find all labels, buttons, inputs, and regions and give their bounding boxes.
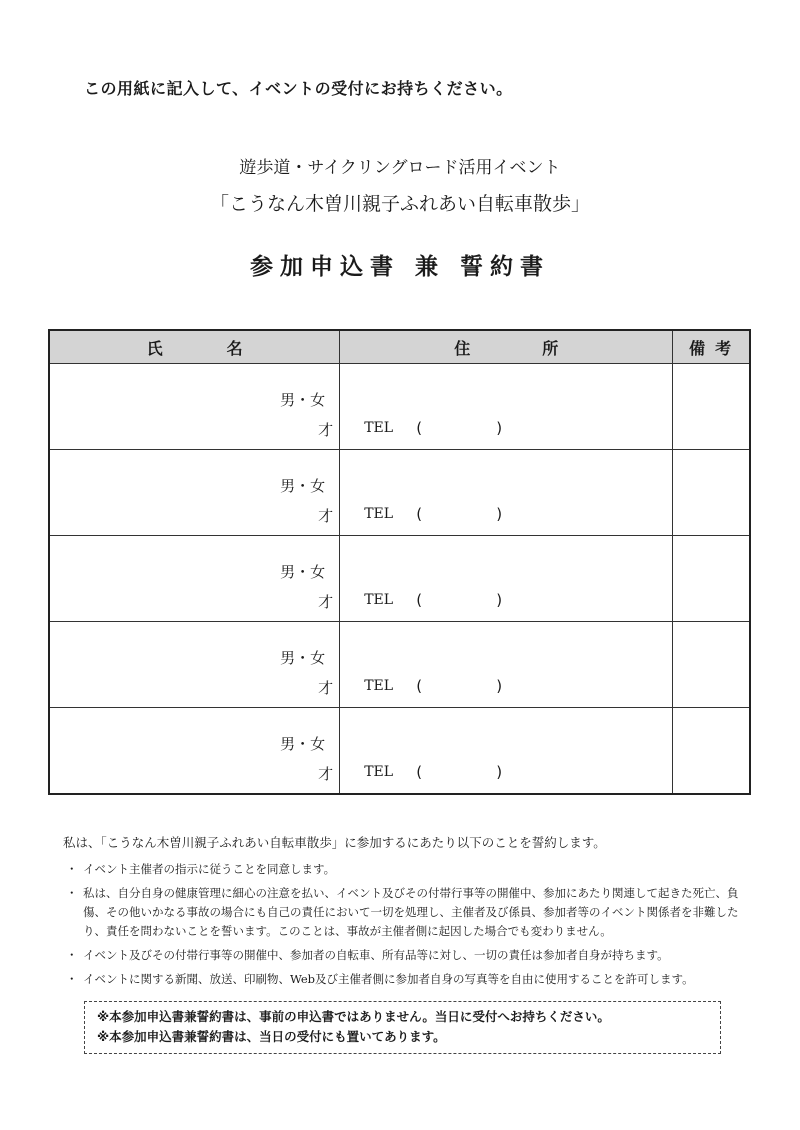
notes-field[interactable] xyxy=(673,622,750,708)
pledge-term: ・ 私は、自分自身の健康管理に細心の注意を払い、イベント及びその付帯行事等の開催中、参加にあたり関連して起きた死亡、負傷、その他いかなる事故の場合にも自己の責任において一切を処理し、主催者及び係員、参加者等のイベント関係者を非難したり、責任を問わないことを誓います。このことは、事故が主催者側に起因した場合でも変わりません。 xyxy=(66,884,756,941)
notes-column-header: 備考 xyxy=(673,330,750,364)
tel-paren-close: ) xyxy=(496,505,503,523)
tel-paren-open: ( xyxy=(416,419,423,437)
gender-option[interactable]: 男・女 xyxy=(280,563,326,581)
application-table xyxy=(48,329,751,795)
address-field[interactable] xyxy=(340,622,673,708)
address-column-header: 住所 xyxy=(340,330,673,364)
form-title: 参加申込書 兼 誓約書 xyxy=(249,254,550,280)
pledge-term: ・ イベントに関する新聞、放送、印刷物、Web及び主催者側に参加者自身の写真等を自由に使用することを許可します。 xyxy=(66,970,756,989)
tel-label: TEL xyxy=(364,592,394,608)
tel-paren-open: ( xyxy=(416,677,423,695)
pledge-terms-list xyxy=(66,860,756,994)
table-row xyxy=(49,450,750,536)
address-field[interactable] xyxy=(340,536,673,622)
name-column-header: 氏名 xyxy=(49,330,340,364)
tel-paren-close: ) xyxy=(496,419,503,437)
name-field[interactable] xyxy=(49,536,340,622)
tel-paren-open: ( xyxy=(416,591,423,609)
age-suffix: 才 xyxy=(318,765,334,783)
tel-paren-close: ) xyxy=(496,591,503,609)
tel-label: TEL xyxy=(364,506,394,522)
notes-field[interactable] xyxy=(673,450,750,536)
pledge-term: ・ イベント主催者の指示に従うことを同意します。 xyxy=(66,860,756,879)
table-row xyxy=(49,622,750,708)
gender-option[interactable]: 男・女 xyxy=(280,735,326,753)
gender-option[interactable]: 男・女 xyxy=(280,477,326,495)
name-field[interactable] xyxy=(49,708,340,795)
tel-paren-close: ) xyxy=(496,677,503,695)
name-field[interactable] xyxy=(49,364,340,450)
instruction-notice: この用紙に記入して、イベントの受付にお持ちください。 xyxy=(84,79,513,98)
tel-label: TEL xyxy=(364,678,394,694)
pledge-term: ・ イベント及びその付帯行事等の開催中、参加者の自転車、所有品等に対し、一切の責任は参加者自身が持ちます。 xyxy=(66,946,756,965)
pledge-intro: 私は、「こうなん木曽川親子ふれあい自転車散歩」に参加するにあたり以下のことを誓約します。 xyxy=(63,835,606,850)
tel-label: TEL xyxy=(364,764,394,780)
age-suffix: 才 xyxy=(318,421,334,439)
gender-option[interactable]: 男・女 xyxy=(280,649,326,667)
notes-field[interactable] xyxy=(673,536,750,622)
age-suffix: 才 xyxy=(318,507,334,525)
note-line: ※本参加申込書兼誓約書は、事前の申込書ではありません。当日に受付へお持ちください。 xyxy=(97,1009,610,1024)
table-row xyxy=(49,364,750,450)
tel-paren-close: ) xyxy=(496,763,503,781)
note-line: ※本参加申込書兼誓約書は、当日の受付にも置いてあります。 xyxy=(97,1029,446,1044)
address-field[interactable] xyxy=(340,364,673,450)
notes-field[interactable] xyxy=(673,364,750,450)
tel-paren-open: ( xyxy=(416,763,423,781)
notes-field[interactable] xyxy=(673,708,750,795)
name-field[interactable] xyxy=(49,450,340,536)
event-title: 「こうなん木曽川親子ふれあい自転車散歩」 xyxy=(209,193,590,215)
event-subtitle: 遊歩道・サイクリングロード活用イベント xyxy=(239,158,561,178)
important-notes-box xyxy=(84,1001,721,1054)
table-row xyxy=(49,536,750,622)
table-header-row xyxy=(49,330,750,364)
tel-paren-open: ( xyxy=(416,505,423,523)
address-field[interactable] xyxy=(340,450,673,536)
tel-label: TEL xyxy=(364,420,394,436)
gender-option[interactable]: 男・女 xyxy=(280,391,326,409)
age-suffix: 才 xyxy=(318,593,334,611)
table-row xyxy=(49,708,750,795)
address-field[interactable] xyxy=(340,708,673,795)
name-field[interactable] xyxy=(49,622,340,708)
age-suffix: 才 xyxy=(318,679,334,697)
